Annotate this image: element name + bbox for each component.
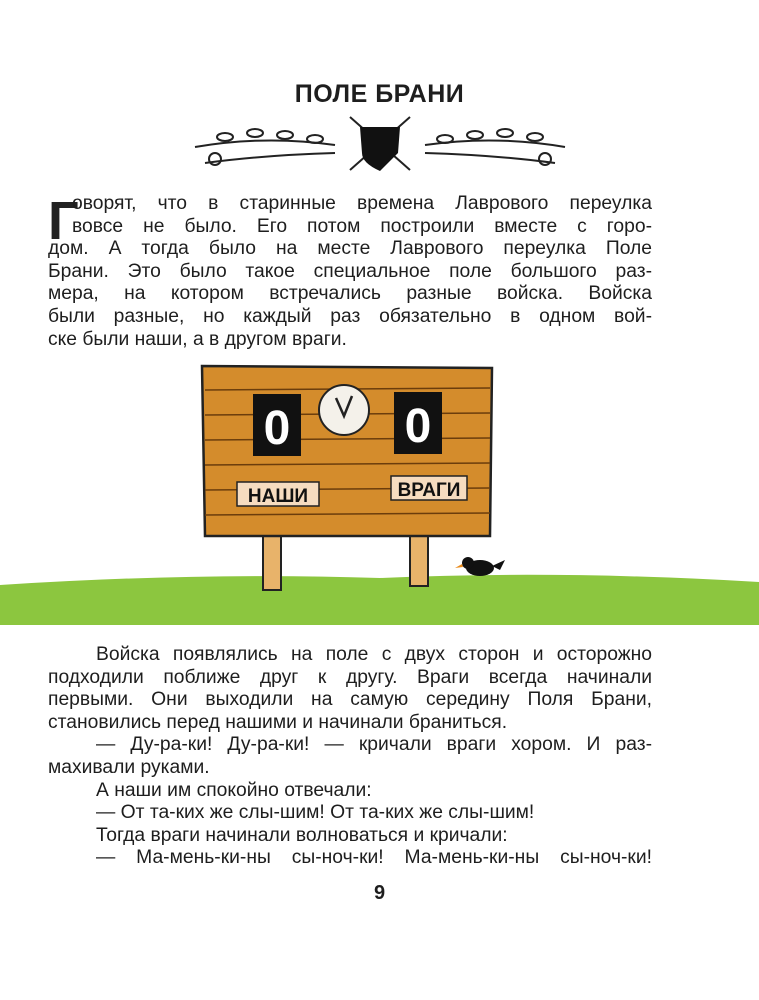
text-line: становились перед нашими и начинали браниться. — [48, 711, 508, 733]
grass — [0, 575, 759, 625]
vragi-label: ВРАГИ — [397, 480, 461, 501]
text-line: подходили поближе друг к другу. Враги всегда начинали — [48, 666, 652, 688]
text-line: мера, на котором встречались разные войска. Войска — [48, 283, 652, 305]
right-post — [410, 530, 428, 586]
text-line: ске были наши, а в другом враги. — [48, 328, 347, 350]
drop-cap: Г — [48, 191, 79, 251]
right-score: 0 — [404, 400, 432, 453]
text-line: оворят, что в старинные времена Лаврового переулка — [72, 193, 652, 214]
left-post — [263, 530, 281, 590]
shield-swords-ornament-icon — [185, 115, 575, 175]
scoreboard-illustration — [0, 360, 759, 630]
text-line: — Ма-мень-ки-ны сы-ноч-ки! Ма-мень-ки-ны сы-ноч-ки! — [96, 847, 652, 869]
text-line: махивали руками. — [48, 756, 210, 778]
paragraph-1 — [48, 193, 652, 351]
text-line: первыми. Они выходили на самую середину Поля Брани, — [48, 689, 652, 711]
nashi-label: НАШИ — [247, 486, 309, 507]
page-number: 9 — [373, 882, 386, 904]
paragraph-2 — [48, 644, 652, 870]
text-line: вовсе не было. Его потом построили вместе с горо- — [72, 215, 652, 237]
clock-icon — [319, 385, 369, 435]
text-line: А наши им спокойно отвечали: — [96, 779, 372, 801]
text-line: Брани. Это было такое специальное поле большого раз- — [48, 260, 652, 282]
text-line: — Ду-ра-ки! Ду-ра-ки! — кричали враги хором. И раз- — [96, 734, 652, 756]
chapter-title: ПОЛЕ БРАНИ — [294, 80, 465, 108]
text-line: были разные, но каждый раз обязательно в одном вой- — [48, 305, 652, 327]
text-line: — От та-ких же слы-шим! От та-ких же слы-шим! — [96, 802, 535, 824]
text-line: дом. А тогда было на месте Лаврового переулка Поле — [48, 238, 652, 260]
crow-icon — [455, 557, 505, 576]
left-score: 0 — [263, 402, 291, 455]
text-line: Войска появлялись на поле с двух сторон и осторожно — [96, 644, 652, 665]
text-line: Тогда враги начинали волноваться и кричали: — [96, 824, 508, 846]
